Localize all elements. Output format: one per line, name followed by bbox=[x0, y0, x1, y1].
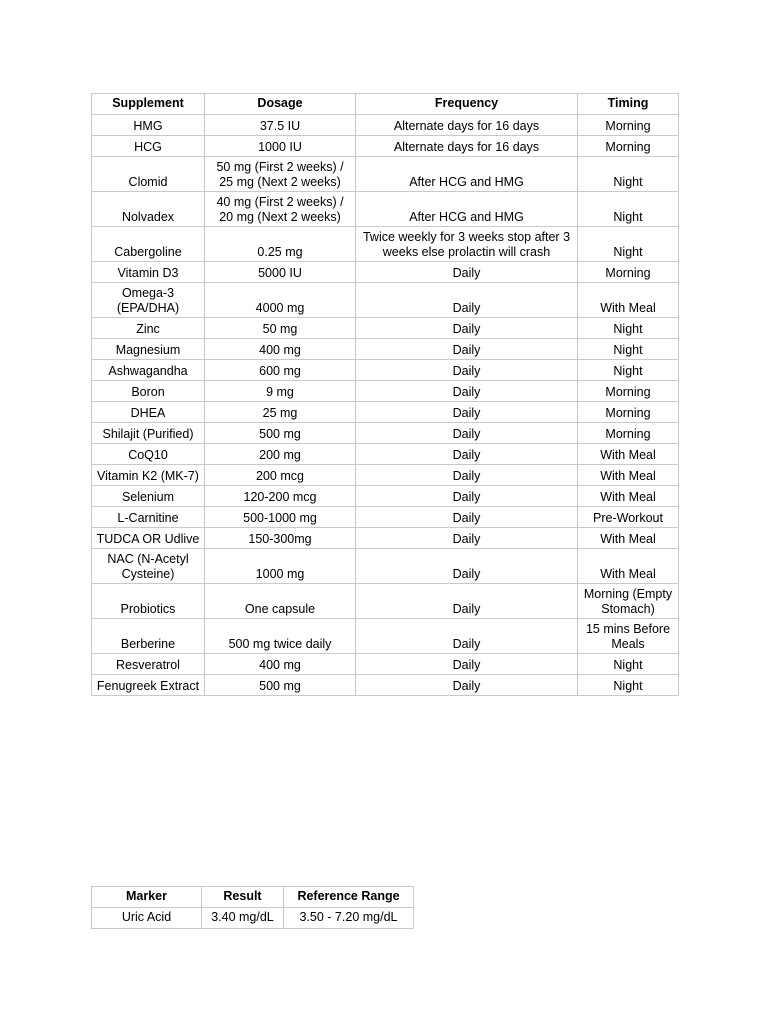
cell-frequency: Daily bbox=[356, 283, 578, 318]
cell-frequency: After HCG and HMG bbox=[356, 157, 578, 192]
cell-frequency: Daily bbox=[356, 423, 578, 444]
cell-supplement: Magnesium bbox=[92, 339, 205, 360]
cell-supplement: Probiotics bbox=[92, 584, 205, 619]
cell-dosage: 4000 mg bbox=[205, 283, 356, 318]
cell-dosage: 400 mg bbox=[205, 339, 356, 360]
table-row bbox=[92, 507, 679, 528]
cell-marker: Uric Acid bbox=[92, 908, 202, 929]
cell-dosage: 400 mg bbox=[205, 654, 356, 675]
column-header-result: Result bbox=[202, 887, 284, 908]
cell-supplement: Boron bbox=[92, 381, 205, 402]
column-header-frequency: Frequency bbox=[356, 94, 578, 115]
cell-supplement: Vitamin D3 bbox=[92, 262, 205, 283]
cell-dosage: 50 mg bbox=[205, 318, 356, 339]
cell-supplement: Shilajit (Purified) bbox=[92, 423, 205, 444]
table-row bbox=[92, 360, 679, 381]
cell-supplement: Cabergoline bbox=[92, 227, 205, 262]
cell-timing: Morning bbox=[578, 136, 679, 157]
cell-supplement: Zinc bbox=[92, 318, 205, 339]
cell-timing: 15 mins Before Meals bbox=[578, 619, 679, 654]
cell-dosage: 500-1000 mg bbox=[205, 507, 356, 528]
table-row bbox=[92, 549, 679, 584]
table-row bbox=[92, 908, 414, 929]
cell-frequency: Daily bbox=[356, 402, 578, 423]
cell-dosage: 200 mg bbox=[205, 444, 356, 465]
cell-supplement: HCG bbox=[92, 136, 205, 157]
cell-timing: Morning bbox=[578, 262, 679, 283]
cell-supplement: Berberine bbox=[92, 619, 205, 654]
table-row bbox=[92, 402, 679, 423]
cell-frequency: Daily bbox=[356, 465, 578, 486]
cell-result: 3.40 mg/dL bbox=[202, 908, 284, 929]
cell-timing: Night bbox=[578, 227, 679, 262]
table-row bbox=[92, 486, 679, 507]
table-row bbox=[92, 283, 679, 318]
cell-dosage: 600 mg bbox=[205, 360, 356, 381]
table-row bbox=[92, 654, 679, 675]
cell-dosage: 40 mg (First 2 weeks) / 20 mg (Next 2 weeks) bbox=[205, 192, 356, 227]
table-row bbox=[92, 318, 679, 339]
cell-timing: With Meal bbox=[578, 283, 679, 318]
cell-frequency: Alternate days for 16 days bbox=[356, 136, 578, 157]
cell-timing: Night bbox=[578, 654, 679, 675]
cell-supplement: NAC (N-Acetyl Cysteine) bbox=[92, 549, 205, 584]
cell-frequency: Daily bbox=[356, 654, 578, 675]
cell-supplement: DHEA bbox=[92, 402, 205, 423]
cell-timing: Night bbox=[578, 360, 679, 381]
cell-frequency: Daily bbox=[356, 584, 578, 619]
table-row bbox=[92, 528, 679, 549]
cell-timing: Pre-Workout bbox=[578, 507, 679, 528]
table-row bbox=[92, 584, 679, 619]
cell-frequency: Daily bbox=[356, 262, 578, 283]
cell-frequency: Daily bbox=[356, 528, 578, 549]
column-header-supplement: Supplement bbox=[92, 94, 205, 115]
cell-dosage: 1000 IU bbox=[205, 136, 356, 157]
cell-dosage: 200 mcg bbox=[205, 465, 356, 486]
cell-frequency: Daily bbox=[356, 507, 578, 528]
cell-supplement: L-Carnitine bbox=[92, 507, 205, 528]
cell-timing: Night bbox=[578, 318, 679, 339]
cell-supplement: Selenium bbox=[92, 486, 205, 507]
cell-frequency: Daily bbox=[356, 675, 578, 696]
cell-timing: Morning (Empty Stomach) bbox=[578, 584, 679, 619]
cell-dosage: 500 mg twice daily bbox=[205, 619, 356, 654]
table-row bbox=[92, 423, 679, 444]
table-row bbox=[92, 675, 679, 696]
cell-dosage: 150-300mg bbox=[205, 528, 356, 549]
cell-frequency: Daily bbox=[356, 619, 578, 654]
table-header-row bbox=[92, 887, 414, 908]
cell-timing: Morning bbox=[578, 381, 679, 402]
cell-supplement: Vitamin K2 (MK-7) bbox=[92, 465, 205, 486]
cell-dosage: 5000 IU bbox=[205, 262, 356, 283]
supplement-table bbox=[91, 93, 679, 696]
cell-frequency: Daily bbox=[356, 339, 578, 360]
cell-timing: Night bbox=[578, 192, 679, 227]
cell-dosage: 0.25 mg bbox=[205, 227, 356, 262]
cell-dosage: One capsule bbox=[205, 584, 356, 619]
cell-frequency: After HCG and HMG bbox=[356, 192, 578, 227]
table-row bbox=[92, 136, 679, 157]
cell-supplement: Omega-3 (EPA/DHA) bbox=[92, 283, 205, 318]
supplement-table-body bbox=[92, 115, 679, 696]
cell-timing: Night bbox=[578, 157, 679, 192]
table-row bbox=[92, 157, 679, 192]
cell-supplement: Fenugreek Extract bbox=[92, 675, 205, 696]
cell-frequency: Daily bbox=[356, 486, 578, 507]
cell-frequency: Daily bbox=[356, 360, 578, 381]
table-row bbox=[92, 339, 679, 360]
table-row bbox=[92, 262, 679, 283]
cell-supplement: Resveratrol bbox=[92, 654, 205, 675]
cell-frequency: Daily bbox=[356, 318, 578, 339]
cell-timing: With Meal bbox=[578, 528, 679, 549]
cell-dosage: 9 mg bbox=[205, 381, 356, 402]
cell-dosage: 120-200 mcg bbox=[205, 486, 356, 507]
lab-results-table bbox=[91, 886, 414, 929]
cell-dosage: 500 mg bbox=[205, 675, 356, 696]
cell-supplement: Nolvadex bbox=[92, 192, 205, 227]
cell-timing: Morning bbox=[578, 402, 679, 423]
cell-supplement: HMG bbox=[92, 115, 205, 136]
cell-supplement: Ashwagandha bbox=[92, 360, 205, 381]
cell-frequency: Alternate days for 16 days bbox=[356, 115, 578, 136]
table-row bbox=[92, 465, 679, 486]
table-row bbox=[92, 227, 679, 262]
column-header-dosage: Dosage bbox=[205, 94, 356, 115]
cell-supplement: CoQ10 bbox=[92, 444, 205, 465]
cell-timing: With Meal bbox=[578, 465, 679, 486]
table-row bbox=[92, 444, 679, 465]
cell-frequency: Daily bbox=[356, 381, 578, 402]
cell-frequency: Daily bbox=[356, 444, 578, 465]
cell-supplement: TUDCA OR Udlive bbox=[92, 528, 205, 549]
cell-timing: With Meal bbox=[578, 444, 679, 465]
cell-dosage: 1000 mg bbox=[205, 549, 356, 584]
cell-timing: Night bbox=[578, 675, 679, 696]
cell-frequency: Twice weekly for 3 weeks stop after 3 weeks else prolactin will crash bbox=[356, 227, 578, 262]
cell-timing: Morning bbox=[578, 423, 679, 444]
column-header-reference-range: Reference Range bbox=[284, 887, 414, 908]
table-row bbox=[92, 381, 679, 402]
cell-frequency: Daily bbox=[356, 549, 578, 584]
lab-results-table-body bbox=[92, 908, 414, 929]
cell-timing: Morning bbox=[578, 115, 679, 136]
cell-timing: With Meal bbox=[578, 486, 679, 507]
cell-reference-range: 3.50 - 7.20 mg/dL bbox=[284, 908, 414, 929]
cell-timing: Night bbox=[578, 339, 679, 360]
column-header-marker: Marker bbox=[92, 887, 202, 908]
table-row bbox=[92, 192, 679, 227]
table-row bbox=[92, 115, 679, 136]
cell-dosage: 37.5 IU bbox=[205, 115, 356, 136]
column-header-timing: Timing bbox=[578, 94, 679, 115]
cell-supplement: Clomid bbox=[92, 157, 205, 192]
cell-dosage: 25 mg bbox=[205, 402, 356, 423]
cell-dosage: 50 mg (First 2 weeks) / 25 mg (Next 2 weeks) bbox=[205, 157, 356, 192]
table-row bbox=[92, 619, 679, 654]
table-header-row bbox=[92, 94, 679, 115]
cell-dosage: 500 mg bbox=[205, 423, 356, 444]
cell-timing: With Meal bbox=[578, 549, 679, 584]
